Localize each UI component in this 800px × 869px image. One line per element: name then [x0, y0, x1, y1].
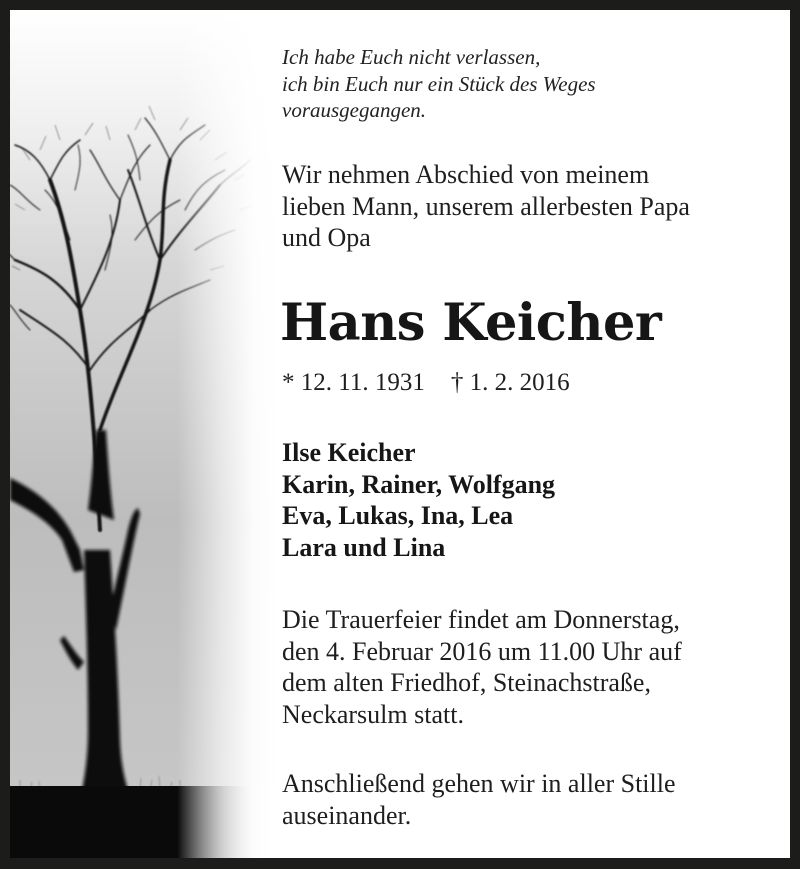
mourner-line: Ilse Keicher — [282, 438, 416, 467]
bare-tree-icon — [10, 10, 280, 858]
ceremony-line: Neckarsulm statt. — [282, 699, 464, 729]
motto-line: Ich habe Euch nicht verlassen, — [282, 45, 541, 69]
obituary-notice — [10, 10, 790, 858]
intro-line: lieben Mann, unserem allerbesten Papa — [282, 191, 690, 221]
mourner-line: Lara und Lina — [282, 532, 446, 562]
mourners-list — [282, 437, 555, 563]
intro-text — [282, 159, 690, 254]
ceremony-line: Die Trauerfeier findet am Donnerstag, — [282, 605, 680, 634]
closing-text — [282, 768, 676, 831]
ceremony-line: den 4. Februar 2016 um 11.00 Uhr auf — [282, 636, 682, 666]
motto-line: vorausgegangen. — [282, 98, 427, 122]
life-dates — [282, 368, 570, 398]
deceased-name: Hans Keicher — [280, 293, 662, 353]
mourner-line: Eva, Lukas, Ina, Lea — [282, 501, 514, 530]
intro-line: Wir nehmen Abschied von meinem — [282, 160, 650, 189]
closing-line: auseinander. — [282, 800, 412, 830]
ceremony-line: dem alten Friedhof, Steinachstraße, — [282, 668, 651, 697]
intro-line: und Opa — [282, 223, 371, 252]
mourner-line: Karin, Rainer, Wolfgang — [282, 469, 556, 499]
motto-quote — [282, 44, 596, 124]
closing-line: Anschließend gehen wir in aller Stille — [282, 769, 676, 798]
motto-line: ich bin Euch nur ein Stück des Weges — [282, 71, 596, 96]
funeral-details — [282, 604, 682, 730]
birth-date: * 12. 11. 1931 — [282, 369, 425, 396]
tree-photo — [10, 10, 280, 858]
death-date: † 1. 2. 2016 — [450, 369, 570, 396]
